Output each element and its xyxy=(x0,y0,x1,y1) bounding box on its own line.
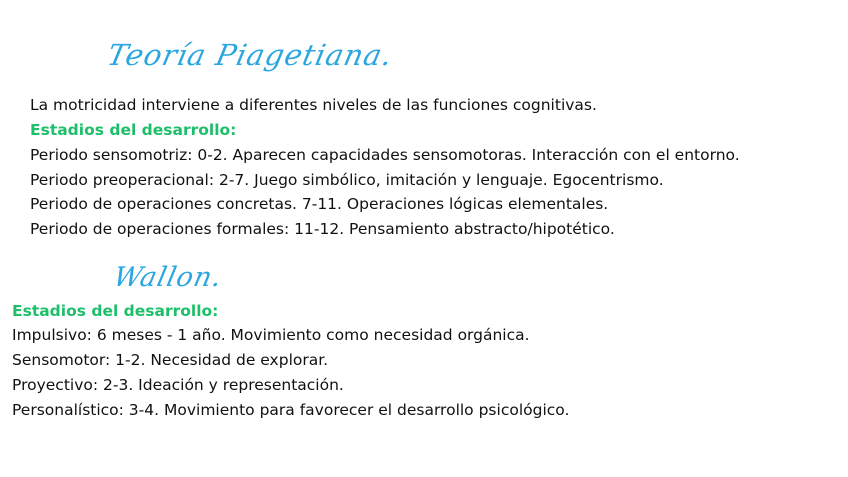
wallon-stage-item: Sensomotor: 1-2. Necesidad de explorar. xyxy=(12,351,329,369)
piaget-stage-item: Periodo de operaciones formales: 11-12. Pensamiento abstracto/hipotético. xyxy=(30,220,615,238)
wallon-stage-item: Personalístico: 3-4. Movimiento para favorecer el desarrollo psicológico. xyxy=(12,401,570,419)
wallon-stage-item: Proyectivo: 2-3. Ideación y representación. xyxy=(12,376,344,394)
piaget-stage-item: Periodo sensomotriz: 0-2. Aparecen capacidades sensomotoras. Interacción con el entorno. xyxy=(30,146,740,164)
piaget-stage-item: Periodo preoperacional: 2-7. Juego simbólico, imitación y lenguaje. Egocentrismo. xyxy=(30,171,664,189)
piaget-intro: La motricidad interviene a diferentes niveles de las funciones cognitivas. xyxy=(30,96,597,114)
wallon-stages-heading: Estadios del desarrollo: xyxy=(12,302,219,320)
wallon-stage-item: Impulsivo: 6 meses - 1 año. Movimiento como necesidad orgánica. xyxy=(12,326,530,344)
wallon-title: Wallon. xyxy=(110,262,226,293)
piaget-stage-item: Periodo de operaciones concretas. 7-11. Operaciones lógicas elementales. xyxy=(30,195,609,213)
piaget-title: Teoría Piagetiana. xyxy=(104,38,397,72)
piaget-stages-heading: Estadios del desarrollo: xyxy=(30,121,237,139)
